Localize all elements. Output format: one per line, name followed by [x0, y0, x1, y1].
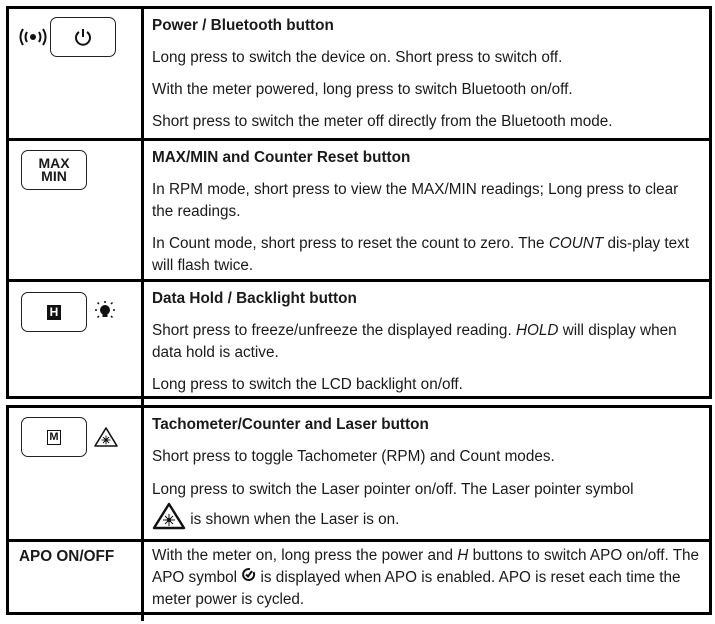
laser-warning-icon	[152, 502, 186, 538]
description-cell	[144, 9, 709, 138]
button-table-1	[6, 6, 712, 399]
description-paragraph: Short press to toggle Tachometer (RPM) and Count modes.	[152, 448, 555, 465]
row-maxmin	[9, 138, 709, 279]
icon-cell	[9, 141, 144, 279]
maxmin-label: MAX MIN	[38, 155, 70, 184]
description-paragraph: With the meter powered, long press to switch Bluetooth on/off.	[152, 81, 573, 98]
description-paragraph: In Count mode, short press to reset the count to zero. The COUNT dis-play text will flash twice.	[152, 235, 690, 274]
description-cell	[144, 408, 709, 539]
description-paragraph: With the meter on, long press the power and H buttons to switch APO on/off. The APO symbol is displayed when APO is enabled. APO is reset each time the meter power is cycled.	[152, 547, 700, 609]
description-paragraph: In RPM mode, short press to view the MAX/MIN readings; Long press to clear the readings.	[152, 181, 679, 220]
row-title: Tachometer/Counter and Laser button	[152, 416, 429, 433]
maxmin-button	[21, 150, 87, 190]
description-paragraph: Long press to switch the Laser pointer on/off. The Laser pointer symbol is shown when the Laser is on.	[152, 478, 701, 538]
row-apo	[9, 539, 709, 621]
hold-h-icon: H	[47, 305, 61, 320]
laser-warning-icon	[93, 426, 119, 453]
description-cell	[144, 542, 709, 621]
row-tacho-laser	[9, 408, 709, 539]
description-paragraph: Short press to freeze/unfreeze the displayed reading. HOLD will display when data hold is active.	[152, 322, 677, 361]
row-power-bluetooth	[9, 9, 709, 138]
mode-m-icon: M	[47, 430, 61, 445]
row-hold-backlight	[9, 279, 709, 406]
power-button	[50, 17, 116, 57]
row-title: Data Hold / Backlight button	[152, 290, 357, 307]
backlight-bulb-icon	[95, 301, 115, 326]
row-title: MAX/MIN and Counter Reset button	[152, 149, 411, 166]
description-cell	[144, 282, 709, 406]
power-icon	[74, 28, 92, 46]
apo-label: APO ON/OFF	[19, 548, 115, 565]
icon-cell	[9, 9, 144, 138]
bluetooth-signal-icon	[18, 28, 48, 51]
label-cell	[9, 542, 144, 621]
hold-button	[21, 292, 87, 332]
description-paragraph: Short press to switch the meter off directly from the Bluetooth mode.	[152, 113, 613, 130]
icon-cell	[9, 408, 144, 539]
apo-symbol-icon	[241, 567, 256, 589]
description-paragraph: Long press to switch the device on. Short press to switch off.	[152, 49, 563, 66]
button-table-2	[6, 405, 712, 615]
row-title: Power / Bluetooth button	[152, 17, 334, 34]
description-paragraph: Long press to switch the LCD backlight on/off.	[152, 376, 463, 393]
icon-cell	[9, 282, 144, 406]
description-cell	[144, 141, 709, 279]
mode-button	[21, 417, 87, 457]
